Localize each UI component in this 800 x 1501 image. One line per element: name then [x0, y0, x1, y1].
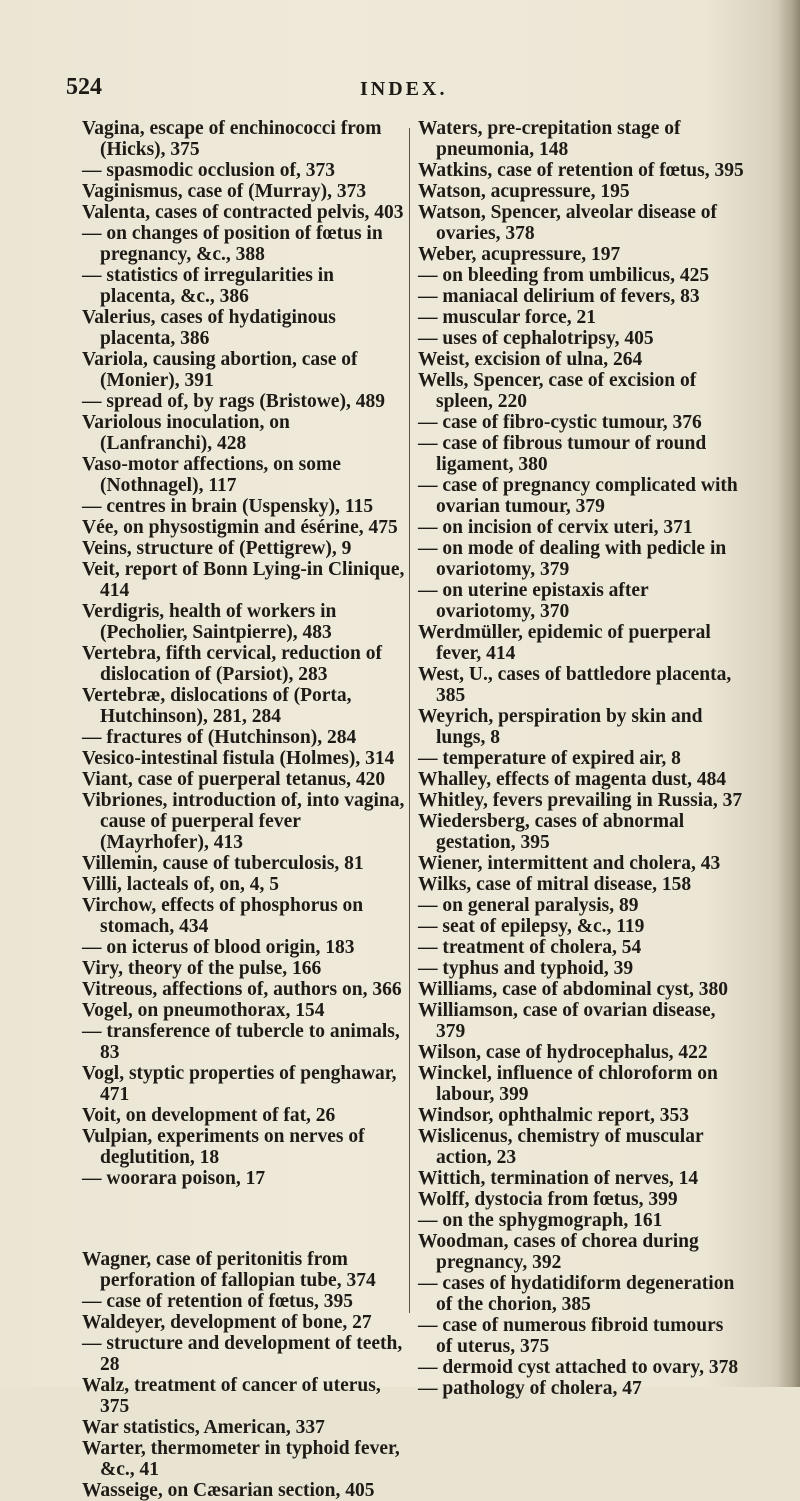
index-entry: Vogl, styptic properties of penghawar, 471: [82, 1063, 397, 1105]
index-entry: Wolff, dystocia from fœtus, 399: [418, 1189, 678, 1210]
index-entry: Whalley, effects of magenta dust, 484: [418, 769, 727, 790]
index-entry: — on mode of dealing with pedicle in ovariotomy, 379: [418, 538, 727, 580]
index-entry: Watson, Spencer, alveolar disease of ovaries, 378: [418, 202, 718, 244]
index-entry: Weyrich, perspiration by skin and lungs, 8: [418, 706, 703, 748]
page-number: 524: [66, 74, 102, 100]
index-entry: Vée, on physostigmin and ésérine, 475: [82, 517, 398, 538]
index-entry: — on the sphygmograph, 161: [418, 1210, 663, 1231]
index-entry: Windsor, ophthalmic report, 353: [418, 1105, 690, 1126]
index-entry: Viry, theory of the pulse, 166: [82, 958, 322, 979]
index-entry: Viant, case of puerperal tetanus, 420: [82, 769, 386, 790]
index-entry: — on icterus of blood origin, 183: [82, 937, 355, 958]
index-entry: Warter, thermometer in typhoid fever, &c., 41: [82, 1438, 400, 1480]
index-entry: — seat of epilepsy, &c., 119: [418, 916, 645, 937]
index-entry: — case of fibrous tumour of round ligament, 380: [418, 433, 707, 475]
index-entry: Vaso-motor affections, on some (Nothnagel), 117: [82, 454, 341, 496]
index-entry: Villi, lacteals of, on, 4, 5: [82, 874, 279, 895]
index-entry: — case of pregnancy complicated with ovarian tumour, 379: [418, 475, 738, 517]
index-entry: West, U., cases of battledore placenta, 385: [418, 664, 732, 706]
index-entry: — treatment of cholera, 54: [418, 937, 642, 958]
index-entry: Werdmüller, epidemic of puerperal fever, 414: [418, 622, 711, 664]
index-entry: Wiedersberg, cases of abnormal gestation, 395: [418, 811, 685, 853]
index-entry: — uses of cephalotripsy, 405: [418, 328, 654, 349]
index-entry: Voit, on development of fat, 26: [82, 1105, 336, 1126]
index-entry: — fractures of (Hutchinson), 284: [82, 727, 357, 748]
index-entry: Wilks, case of mitral disease, 158: [418, 874, 692, 895]
index-entry: Valenta, cases of contracted pelvis, 403: [82, 202, 404, 223]
index-entry: — on bleeding from umbilicus, 425: [418, 265, 710, 286]
running-head: INDEX.: [360, 78, 448, 100]
index-entry: — on changes of position of fœtus in pregnancy, &c., 388: [82, 223, 383, 265]
page-edge-shadow: [778, 0, 800, 1387]
index-entry: Watson, acupressure, 195: [418, 181, 630, 202]
index-entry: Walz, treatment of cancer of uterus, 375: [82, 1375, 381, 1417]
index-entry: — centres in brain (Uspensky), 115: [82, 496, 374, 517]
index-entry: Vertebræ, dislocations of (Porta, Hutchinson), 281, 284: [82, 685, 352, 727]
index-entry: — on general paralysis, 89: [418, 895, 639, 916]
index-column-left: [82, 118, 406, 1501]
index-entry: Whitley, fevers prevailing in Russia, 37: [418, 790, 743, 811]
index-entry: Waldeyer, development of bone, 27: [82, 1312, 372, 1333]
index-entry: Weist, excision of ulna, 264: [418, 349, 643, 370]
index-entry: Williamson, case of ovarian disease, 379: [418, 1000, 716, 1042]
index-entry: War statistics, American, 337: [82, 1417, 325, 1438]
index-entry: Wagner, case of peritonitis from perforation of fallopian tube, 374: [82, 1249, 376, 1291]
index-entry: — typhus and typhoid, 39: [418, 958, 634, 979]
index-column-right: [418, 118, 744, 1399]
index-entry: — spasmodic occlusion of, 373: [82, 160, 335, 181]
index-entry: Wittich, termination of nerves, 14: [418, 1168, 699, 1189]
index-entry: Williams, case of abdominal cyst, 380: [418, 979, 729, 1000]
index-entry: Vertebra, fifth cervical, reduction of dislocation of (Parsiot), 283: [82, 643, 383, 685]
index-entry: — case of numerous fibroid tumours of uterus, 375: [418, 1315, 724, 1357]
index-entry: — case of retention of fœtus, 395: [82, 1291, 353, 1312]
index-entry: Veit, report of Bonn Lying-in Clinique, 414: [82, 559, 405, 601]
index-entry: Wilson, case of hydrocephalus, 422: [418, 1042, 708, 1063]
index-entry: — dermoid cyst attached to ovary, 378: [418, 1357, 739, 1378]
index-entry: Wislicenus, chemistry of muscular action, 23: [418, 1126, 704, 1168]
index-entry: Variola, causing abortion, case of (Monier), 391: [82, 349, 358, 391]
index-entry: — cases of hydatidiform degeneration of the chorion, 385: [418, 1273, 735, 1315]
index-entry: — transference of tubercle to animals, 83: [82, 1021, 400, 1063]
index-entry: — woorara poison, 17: [82, 1168, 266, 1189]
index-entry: Veins, structure of (Pettigrew), 9: [82, 538, 352, 559]
index-entry: Waters, pre-crepitation stage of pneumonia, 148: [418, 118, 681, 160]
index-entry: — pathology of cholera, 47: [418, 1378, 642, 1399]
index-entry: Valerius, cases of hydatiginous placenta, 386: [82, 307, 336, 349]
index-entry: — case of fibro-cystic tumour, 376: [418, 412, 702, 433]
index-entry: Vagina, escape of enchinococci from (Hicks), 375: [82, 118, 382, 160]
index-entry: — muscular force, 21: [418, 307, 597, 328]
index-entry: Wasseige, on Cæsarian section, 405: [82, 1480, 375, 1501]
index-entry: — temperature of expired air, 8: [418, 748, 681, 769]
index-entry: Watkins, case of retention of fœtus, 395: [418, 160, 744, 181]
index-entry: Woodman, cases of chorea during pregnancy, 392: [418, 1231, 699, 1273]
index-entry: Verdigris, health of workers in (Pecholier, Saintpierre), 483: [82, 601, 337, 643]
index-entry: Wiener, intermittent and cholera, 43: [418, 853, 721, 874]
index-entry: — spread of, by rags (Bristowe), 489: [82, 391, 385, 412]
column-divider: [409, 128, 410, 1313]
index-entry: Wells, Spencer, case of excision of spleen, 220: [418, 370, 697, 412]
index-entry: — on uterine epistaxis after ovariotomy, 370: [418, 580, 649, 622]
index-entry: Weber, acupressure, 197: [418, 244, 621, 265]
index-entry: Winckel, influence of chloroform on labour, 399: [418, 1063, 718, 1105]
index-entry: Vogel, on pneumothorax, 154: [82, 1000, 325, 1021]
index-section-gap: [82, 1209, 406, 1230]
index-entry: Variolous inoculation, on (Lanfranchi), 428: [82, 412, 290, 454]
index-entry: — structure and development of teeth, 28: [82, 1333, 403, 1375]
index-entry: Vitreous, affections of, authors on, 366: [82, 979, 402, 1000]
index-entry: — on incision of cervix uteri, 371: [418, 517, 693, 538]
index-entry: Villemin, cause of tuberculosis, 81: [82, 853, 364, 874]
index-entry: Vesico-intestinal fistula (Holmes), 314: [82, 748, 395, 769]
index-entry: Virchow, effects of phosphorus on stomach, 434: [82, 895, 364, 937]
index-entry: — maniacal delirium of fevers, 83: [418, 286, 700, 307]
index-entry: — statistics of irregularities in placenta, &c., 386: [82, 265, 335, 307]
index-entry: Vibriones, introduction of, into vagina, cause of puerperal fever (Mayrhofer), 413: [82, 790, 405, 853]
index-entry: Vulpian, experiments on nerves of deglutition, 18: [82, 1126, 365, 1168]
index-entry: Vaginismus, case of (Murray), 373: [82, 181, 367, 202]
